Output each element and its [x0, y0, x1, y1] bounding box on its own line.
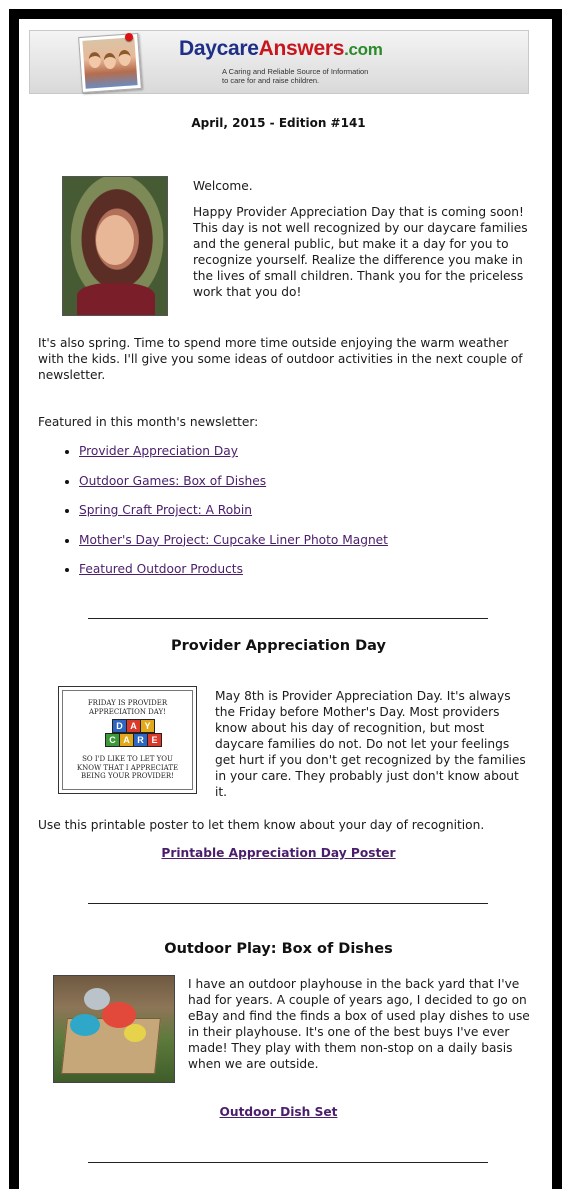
kids-photo [78, 33, 142, 93]
divider [88, 618, 488, 619]
edition-title: April, 2015 - Edition #141 [191, 116, 366, 130]
list-item [79, 443, 388, 459]
printable-poster-link[interactable]: Printable Appreciation Day Poster [161, 846, 396, 860]
site-logo: DaycareAnswers.com [179, 37, 383, 60]
list-item [79, 561, 388, 577]
outdoor-heading: Outdoor Play: Box of Dishes [164, 941, 393, 957]
site-tagline: A Caring and Reliable Source of Information to care for and raise children. [222, 67, 369, 85]
welcome-text: Welcome. [193, 179, 253, 193]
header-banner[interactable] [29, 30, 529, 94]
outdoor-dish-set-link[interactable]: Outdoor Dish Set [219, 1105, 338, 1119]
author-portrait [62, 176, 168, 316]
toc-link-outdoor-games[interactable]: Outdoor Games: Box of Dishes [79, 473, 267, 488]
letter-blocks: D A Y C A R E [104, 719, 164, 755]
outdoor-paragraph: I have an outdoor playhouse in the back yard that I've had for years. A couple of years ago, I decided to go on eBay and find the finds a box of used play dishes to use in their playhouse. It's one of the best buys I've ever made! They play with them non-stop on a daily basis when we are outside. [188, 977, 530, 1071]
toc-link-spring-craft[interactable]: Spring Craft Project: A Robin [79, 503, 253, 517]
toc-link-outdoor-products[interactable]: Featured Outdoor Products [79, 562, 243, 576]
welcome-paragraph: Happy Provider Appreciation Day that is coming soon! This day is not well recognized by our daycare families and the general public, but make it a day for you to recognize yourself. Realize the difference you make in the lives of small children. Thank you for the priceless work that you do! [193, 205, 528, 299]
poster-description: Use this printable poster to let them know about your day of recognition. [38, 818, 485, 832]
poster-bottom-text: SO I'D LIKE TO LET YOU KNOW THAT I APPRECIATE BEING YOUR PROVIDER! [76, 755, 179, 780]
play-dishes-photo[interactable] [53, 975, 175, 1083]
featured-label: Featured in this month's newsletter: [38, 415, 259, 429]
spring-paragraph: It's also spring. Time to spend more time outside enjoying the warm weather with the kids. I'll give you some ideas of outdoor activities in the next couple of newsletter. [38, 336, 523, 382]
divider [88, 903, 488, 904]
poster-top-text: FRIDAY IS PROVIDER APPRECIATION DAY! [87, 699, 168, 716]
featured-list [59, 443, 388, 591]
list-item [79, 473, 388, 489]
list-item [79, 502, 388, 518]
appreciation-poster-image[interactable] [58, 686, 197, 794]
appreciation-heading: Provider Appreciation Day [171, 638, 386, 654]
pushpin-icon [125, 33, 133, 41]
toc-link-mothers-day[interactable]: Mother's Day Project: Cupcake Liner Photo Magnet [79, 532, 388, 547]
divider [88, 1162, 488, 1163]
welcome-block [193, 178, 541, 310]
list-item [79, 532, 388, 548]
newsletter-page [19, 19, 552, 1189]
toc-link-appreciation[interactable]: Provider Appreciation Day [79, 444, 238, 458]
appreciation-paragraph: May 8th is Provider Appreciation Day. It's always the Friday before Mother's Day. Most providers know about his day of recognition, but most daycare families do not. Do not let your feelings get hurt if you don't get recognized by the families in your care. They probably just don't know about it. [215, 689, 526, 799]
